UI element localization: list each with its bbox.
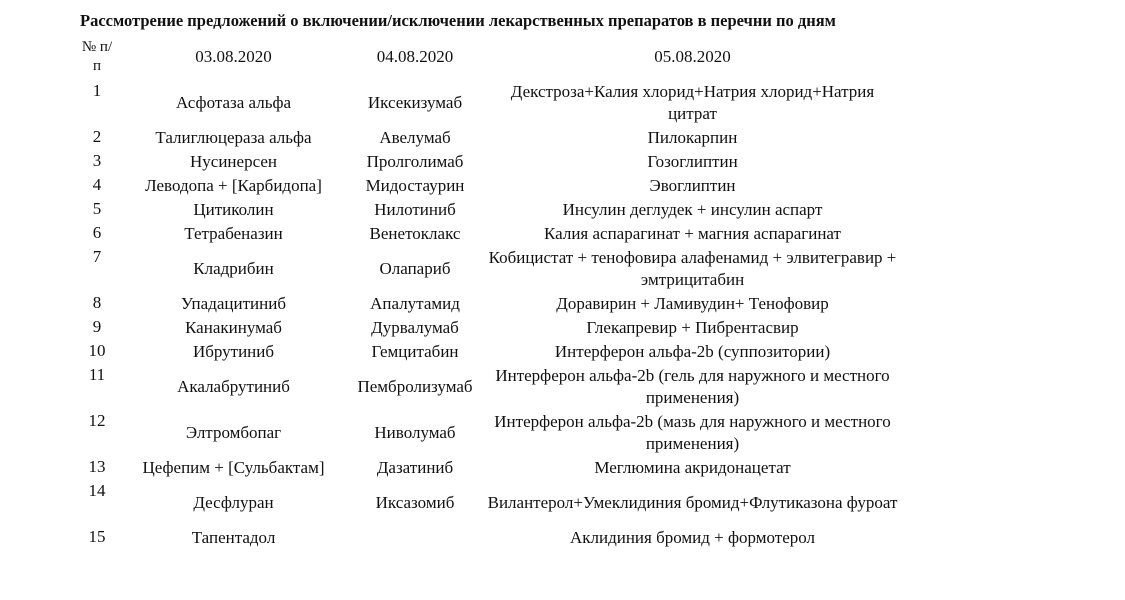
drug-day3: Меглюмина акридонацетат — [594, 458, 791, 477]
table-row — [72, 150, 900, 174]
row-number: 8 — [92, 293, 102, 312]
drug-day3: Вилантерол+Умеклидиния бромид+Флутиказона фуроат — [487, 493, 898, 512]
row-number: 2 — [92, 127, 102, 146]
drug-day1: Кладрибин — [193, 259, 274, 278]
table-row — [72, 316, 900, 340]
table-row — [72, 174, 900, 198]
table-row — [72, 340, 900, 364]
drug-day2: Мидостаурин — [365, 176, 465, 195]
drug-day1: Цефепим + [Сульбактам] — [142, 458, 325, 477]
drug-day3: Кобицистат + тенофовира алафенамид + элвитегравир + эмтрицитабин — [488, 248, 897, 289]
date-header-2: 04.08.2020 — [376, 47, 454, 66]
row-number: 3 — [92, 151, 102, 170]
table-row — [72, 198, 900, 222]
drug-day3: Интерферон альфа-2b (суппозитории) — [554, 342, 831, 361]
drug-day1: Асфотаза альфа — [175, 93, 292, 112]
drug-day1: Десфлуран — [193, 493, 274, 512]
drug-day1: Талиглюцераза альфа — [155, 128, 312, 147]
drug-day2: Нилотиниб — [374, 200, 456, 219]
drug-day2: Апалутамид — [370, 294, 460, 313]
number-column-header — [72, 38, 122, 80]
row-number: 13 — [88, 457, 106, 476]
page-title: Рассмотрение предложений о включении/исключении лекарственных препаратов в перечни по дням — [80, 11, 836, 30]
drug-day1: Элтромбопаг — [185, 423, 282, 442]
drug-day1: Тапентадол — [191, 528, 276, 547]
drug-day2: Авелумаб — [379, 128, 451, 147]
drug-day1: Ибрутиниб — [192, 342, 275, 361]
drug-day2: Гемцитабин — [371, 342, 459, 361]
drug-day3: Гозоглиптин — [647, 152, 738, 171]
row-number: 7 — [92, 247, 102, 266]
drug-day1: Нусинерсен — [190, 152, 277, 171]
row-number: 12 — [88, 411, 106, 430]
drug-day2: Олапариб — [379, 259, 451, 278]
table-header-row — [72, 38, 900, 80]
table-row — [72, 80, 900, 126]
row-number: 10 — [88, 341, 106, 360]
drug-day2: Венетоклакс — [369, 224, 461, 243]
number-header-line1: № п/ — [81, 39, 113, 55]
drug-day2: Иксекизумаб — [367, 93, 463, 112]
drug-day2: Ниволумаб — [374, 423, 456, 442]
drug-day3: Доравирин + Ламивудин+ Тенофовир — [556, 294, 829, 313]
drug-day3: Калия аспарагинат + магния аспарагинат — [544, 224, 841, 243]
row-number: 4 — [92, 175, 102, 194]
number-header-line2: п — [92, 58, 102, 74]
table-row — [72, 526, 900, 550]
drug-day3: Пилокарпин — [647, 128, 738, 147]
drug-day3: Аклидиния бромид + формотерол — [569, 528, 816, 547]
drug-day2: Дазатиниб — [376, 458, 454, 477]
table-row — [72, 292, 900, 316]
drug-day1: Леводопа + [Карбидопа] — [145, 176, 322, 195]
drug-day1: Тетрабеназин — [184, 224, 283, 243]
row-number: 15 — [88, 527, 106, 546]
drug-day1: Канакинумаб — [185, 318, 282, 337]
row-number: 1 — [92, 81, 102, 100]
table-row — [72, 410, 900, 456]
table-row — [72, 480, 900, 526]
table-row — [72, 222, 900, 246]
row-number: 11 — [88, 365, 106, 384]
table-row — [72, 456, 900, 480]
drug-day2: Пембролизумаб — [357, 377, 473, 396]
table-row — [72, 126, 900, 150]
row-number: 9 — [92, 317, 102, 336]
drug-day2: Иксазомиб — [375, 493, 455, 512]
drug-day2 — [345, 526, 485, 550]
drug-day3: Интерферон альфа-2b (мазь для наружного и местного применения) — [494, 412, 891, 453]
drug-day3: Интерферон альфа-2b (гель для наружного и местного применения) — [495, 366, 890, 407]
drug-day3: Эвоглиптин — [649, 176, 736, 195]
date-header-1: 03.08.2020 — [195, 47, 272, 66]
date-header-3: 05.08.2020 — [654, 47, 731, 66]
row-number: 14 — [88, 481, 106, 500]
row-number: 6 — [92, 223, 102, 242]
drug-day3: Глекапревир + Пибрентасвир — [586, 318, 799, 337]
drug-day2: Пролголимаб — [366, 152, 464, 171]
drug-day1: Акалабрутиниб — [177, 377, 290, 396]
drug-day1: Цитиколин — [193, 200, 274, 219]
drug-review-table — [72, 38, 900, 550]
row-number: 5 — [92, 199, 102, 218]
table-row — [72, 364, 900, 410]
drug-day2: Дурвалумаб — [371, 318, 459, 337]
drug-day3: Декстроза+Калия хлорид+Натрия хлорид+Натрия цитрат — [510, 82, 875, 123]
table-row — [72, 246, 900, 292]
drug-day3: Инсулин деглудек + инсулин аспарт — [562, 200, 823, 219]
drug-day1: Упадацитиниб — [181, 294, 286, 313]
